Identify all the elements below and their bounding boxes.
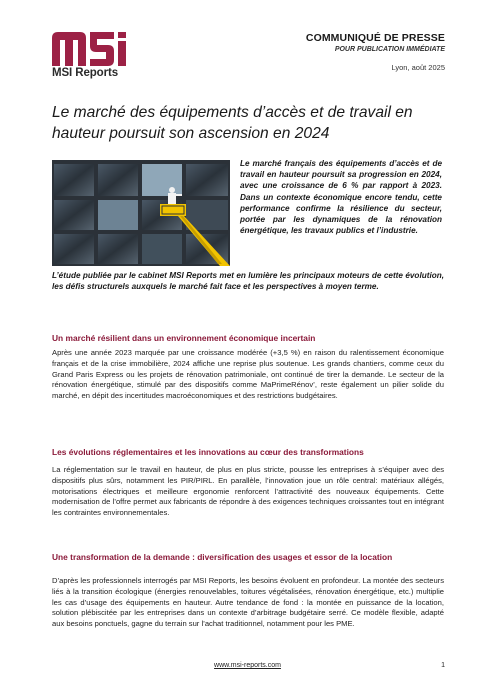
page-title: Le marché des équipements d’accès et de travail en hauteur poursuit son ascension en 2024 — [52, 104, 413, 142]
section-heading: Un marché résilient dans un environnement économique incertain — [52, 333, 316, 343]
section-heading: Une transformation de la demande : diversification des usages et essor de la location — [52, 552, 393, 562]
logo-text: MSI Reports — [52, 67, 118, 79]
press-header — [306, 32, 445, 53]
press-subtitle: POUR PUBLICATION IMMÉDIATE — [334, 46, 445, 53]
page-number: 1 — [441, 662, 445, 669]
footer-link[interactable]: www.msi-reports.com — [214, 662, 281, 669]
section-body: La réglementation sur le travail en hauteur, de plus en plus stricte, pousse les entreprises à s’équiper avec des dispositifs plus sûrs, notamment les PIR/PIRL. En parallèle, l’innovation joue un rôle central: matériaux allégés, motorisations électriques et meilleure ergonomie renforcent l’attractivité des nouveaux équipements. Cette modernisation de l’offre permet aux fabricants de répondre à des exigences techniques croissantes tout en intégrant les contraintes environnementales. — [52, 465, 444, 518]
press-title: COMMUNIQUÉ DE PRESSE — [305, 32, 445, 44]
section-body: D’après les professionnels interrogés par MSI Reports, les besoins évoluent en profondeur. La montée des secteurs liés à la transition écologique (énergies renouvelables, toitures végétalisées, rénovation énergétique, etc.) multiplie les cas d’usage des équipements en hauteur. Autre tendance de fond : la montée en puissance de la location, solution plébiscitée par les entreprises dans un contexte d’arbitrage budgétaire serré. Ce modèle flexible, adapté aux besoins ponctuels, gagne du terrain sur l’achat traditionnel, notamment pour les PME. — [52, 576, 444, 629]
section-body: Après une année 2023 marquée par une croissance modérée (+3,5 %) en raison du ralentissement économique français et de la crise immobilière, 2024 affiche une reprise plus soutenue. Les grands chantiers, comme ceux du Grand Paris Express ou les projets de rénovation patrimoniale, ont continué de tirer la demande. Le secteur de la rénovation énergétique, stimulé par des dispositifs comme MaPrimeRénov’, reste également un pilier solide du marché, en dépit des incertitudes macroéconomiques et des restrictions budgétaires. — [52, 348, 444, 401]
msi-logo-mark — [52, 32, 130, 66]
intro-paragraph: L’étude publiée par le cabinet MSI Reports met en lumière les principaux moteurs de cette évolution, les défis structurels auxquels le marché fait face et les perspectives à moyen terme. — [52, 271, 444, 292]
photo-illustration — [52, 160, 230, 266]
section-heading: Les évolutions réglementaires et les innovations au cœur des transformations — [52, 447, 364, 457]
press-date: Lyon, août 2025 — [391, 63, 445, 72]
aerial-work-platform-photo — [52, 160, 230, 266]
lead-paragraph: Le marché français des équipements d’accès et de travail en hauteur poursuit sa progression en 2024, avec une croissance de 6 % par rapport à 2023. Dans un contexte économique encore tendu, cette performance confirme la résilience du secteur, portée par les dynamiques de la rénovation énergétique, les travaux publics et l’industrie. — [240, 159, 442, 236]
